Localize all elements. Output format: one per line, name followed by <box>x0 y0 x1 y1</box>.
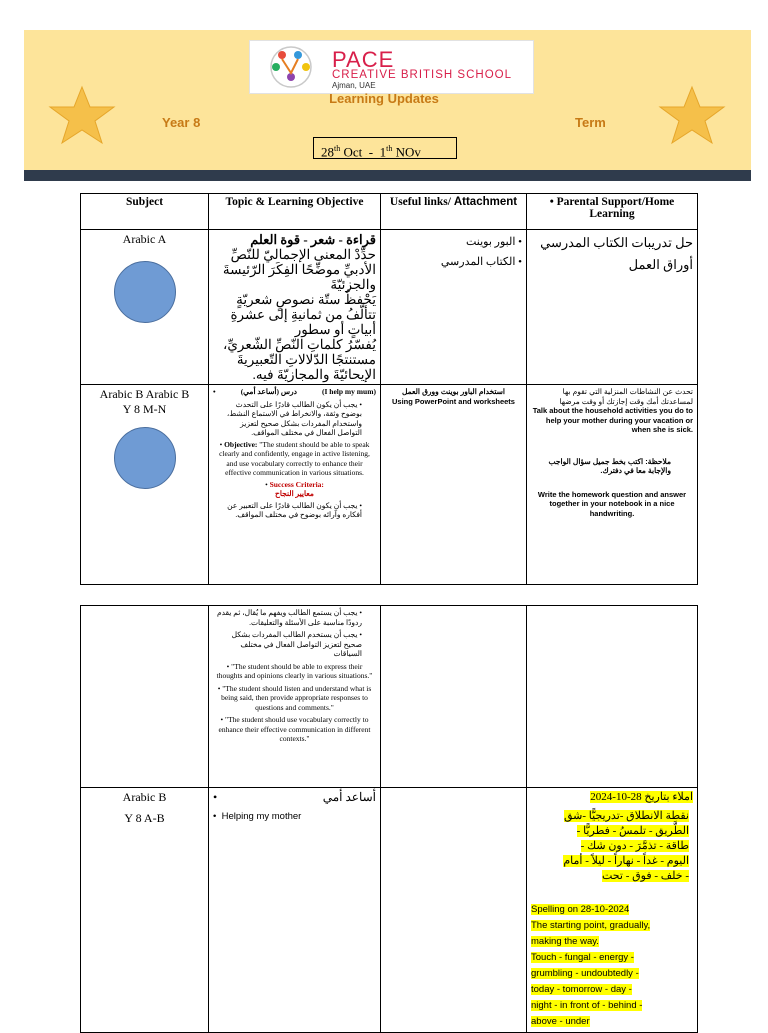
link-item-label: البور بوينت <box>465 236 516 248</box>
success-label: Success Criteria: <box>269 479 324 489</box>
parental-en-2: Write the homework question and answer together in your notebook in a nice handwriting. <box>537 489 687 518</box>
objective-item: • يجب أن يستخدم الطالب المفردات بشكل صحيح لتعزيز التواصل الفعال في مختلف السياقات <box>231 630 362 658</box>
links-cell <box>381 606 527 788</box>
objective-item: • "The student should use vocabulary correctly to enhance their effective communication in different contexts." <box>218 715 371 743</box>
objective-item-text: "The student should be able to express their thoughts and opinions clearly in various situations." <box>216 661 373 680</box>
subject-group: Y 8 M-N <box>122 402 167 416</box>
parental-en-1: Talk about the household activities you do to help your mother during your vacation or when she is sick. <box>532 406 693 434</box>
topic-cell <box>209 606 381 788</box>
table-row <box>81 606 698 788</box>
bullet-icon: • <box>549 196 557 208</box>
table-row <box>81 230 698 385</box>
spelling-title-en: Spelling on 28-10-2024 <box>531 904 630 915</box>
parental-cell <box>527 788 698 1033</box>
success-item: • يجب أن يكون الطالب قادرًا على التعبير عن أفكاره وآرائه بوضوح في مختلف المواقف. <box>227 500 362 519</box>
subject-cell <box>81 606 209 788</box>
topic-en-text: Helping my mother <box>221 811 302 822</box>
objective-item: • "The student should be able to express their thoughts and opinions clearly in various situations." <box>216 661 373 680</box>
lesson-en: (I help my mum) <box>322 387 376 396</box>
term-label: Term <box>575 115 606 130</box>
parental-line: حل تدريبات الكتاب المدرسي <box>540 235 693 250</box>
date-start-day: 28 <box>321 144 334 160</box>
date-end-day: 1 <box>379 144 387 160</box>
links-ar: استخدام الباور بوينت وورق العمل <box>402 387 505 396</box>
topic-title: قراءة - شعر - قوة العلم <box>250 232 376 247</box>
objective-ar-text: يجب أن يكون الطالب قادرًا على التحدث بوضوح وثقة، والانخراط في الاستماع النشط، واستخدام المفردات بشكل صحيح لتعزيز التواصل الفعال في مختلف المواقف. <box>226 399 362 437</box>
topic-cell <box>209 788 381 1033</box>
subject-name: Arabic B Arabic B <box>99 387 190 401</box>
lesson-ar: درس (أساعد أمي) <box>240 387 297 396</box>
learning-table-2 <box>80 605 698 1033</box>
success-label-ar: معايير النجاح <box>275 489 314 498</box>
bullet-icon: • <box>213 790 218 804</box>
objective-item-text: "The student should use vocabulary correctly to enhance their effective communication in different contexts." <box>218 715 371 743</box>
header-links <box>381 194 527 230</box>
objective-text: "The student should be able to speak clearly and confidently, engage in active listening, and use vocabulary correctly to enhance their effective communication in various situations. <box>219 439 370 477</box>
topic-line: حدِّدْ المعنى الإجماليّ للنّصِّ الأدبيِّ موضِّحًا الفِكَرَ الرّئيسةَ والجزئيّةَ <box>222 247 376 292</box>
parental-cell <box>527 606 698 788</box>
topic-cell <box>209 230 381 385</box>
subject-name: Arabic A <box>122 232 167 246</box>
link-item-label: الكتاب المدرسي <box>440 256 516 268</box>
spelling-title-ar: املاء بتاريخ 28-10-2024 <box>590 791 693 803</box>
spelling-word-line: The starting point, gradually, <box>531 920 651 931</box>
date-end-month: NOv <box>395 144 421 160</box>
parental-ar-2: ملاحظة: اكتب بخط جميل سؤال الواجب والإجابة معا في دفترك. <box>548 456 671 475</box>
topic-ar: أساعد أمي <box>322 790 376 804</box>
spelling-word-line: making the way. <box>531 936 599 947</box>
parental-ar-1: تحدث عن النشاطات المنزلية التي تقوم بها لمساعدتك أمك وقت إجازتك أو وقت مرضها <box>559 387 693 406</box>
table-row <box>81 385 698 585</box>
topic-en: • Helping my mother <box>213 811 302 822</box>
subject-group: Y 8 A-B <box>124 811 165 825</box>
table-header-row <box>81 194 698 230</box>
objective-item-text: يجب أن يستخدم الطالب المفردات بشكل صحيح لتعزيز التواصل الفعال في مختلف السياقات <box>231 630 362 658</box>
spelling-word-line: grumbling - undoubtedly - <box>531 968 639 979</box>
objective-item-text: يجب أن يستمع الطالب ويفهم ما يُقال، ثم يقدم ردودًا مناسبة على الأسئلة والتعليقات. <box>216 608 362 627</box>
date-start-month: Oct <box>343 144 363 160</box>
header-links-b: Attachment <box>453 196 518 208</box>
date-range-box <box>313 137 457 159</box>
circle-icon <box>114 261 176 323</box>
objective-label: Objective: <box>224 439 258 449</box>
spelling-word-line: above - under <box>531 1016 590 1027</box>
spelling-word-line: night - in front of - behind - <box>531 1000 643 1011</box>
topic-line: يَحْفظُ ستّة نصوصٍ شعريّةٍ تتألّفُ من ثمانيةِ إلى عشرةِ أبياتٍ أو سطور <box>230 292 376 337</box>
objective-en: • Objective: "The student should be able to speak clearly and confidently, engage in active listening, and use vocabulary correctly to enhance their effective communication in various situations. <box>219 439 370 477</box>
logo-location: Ajman, UAE <box>332 81 376 90</box>
header-links-a: Useful links/ <box>389 196 451 208</box>
subject-cell <box>81 385 209 585</box>
topic-cell <box>209 385 381 585</box>
learning-table-1 <box>80 193 698 585</box>
spelling-words-ar: نقطة الانطلاق -تدريجيًّا -شق الطَّريق - تلمسُ - فطريًّا - طاقة - تذمَّرَ - دون شك - اليوم - غداً - نهاراً - ليلاً - أمام - خلف - فوق - تحت <box>563 810 689 882</box>
spelling-word-line: Touch - fungal - energy - <box>531 952 634 963</box>
links-en: Using PowerPoint and worksheets <box>392 396 515 406</box>
header-topic: Topic & Learning Objective <box>209 194 381 230</box>
date-separator: - <box>368 144 374 160</box>
subject-cell <box>81 230 209 385</box>
date-end-sup: th <box>386 144 393 153</box>
link-item[interactable]: • البور بوينت <box>465 236 522 248</box>
year-label: Year 8 <box>162 115 201 130</box>
objective-item: • "The student should listen and understand what is being said, then provide appropriate responses to questions and comments." <box>217 683 372 712</box>
objective-item: • يجب أن يستمع الطالب ويفهم ما يُقال، ثم يقدم ردودًا مناسبة على الأسئلة والتعليقات. <box>216 608 362 627</box>
success-criteria: • Success Criteria: معايير النجاح <box>265 479 324 498</box>
parental-cell <box>527 385 698 585</box>
date-start-sup: th <box>334 144 341 153</box>
bullet-icon: • <box>213 387 216 396</box>
page-title: Learning Updates <box>329 91 439 106</box>
links-cell <box>381 230 527 385</box>
logo-mark-icon <box>254 43 328 91</box>
logo-name: PACE <box>332 47 395 72</box>
parental-cell <box>527 230 698 385</box>
topic-line: يُفسّرُ كلماتِ النّصِّ الشّعريِّ، مستنتجًا الدّلالاتِ التّعبيريةَ الإيحائيّةَ والمجازيّةَ فيه. <box>223 337 376 382</box>
spelling-word-line: today - tomorrow - day - <box>531 984 632 995</box>
header-divider-bar <box>24 170 751 181</box>
circle-icon <box>114 427 176 489</box>
success-item-text: يجب أن يكون الطالب قادرًا على التعبير عن أفكاره وآرائه بوضوح في مختلف المواقف. <box>227 500 362 519</box>
subject-cell <box>81 788 209 1033</box>
objective-item-text: "The student should listen and understand what is being said, then provide appropriate responses to questions and comments." <box>221 683 372 712</box>
logo-school-name: CREATIVE BRITISH SCHOOL <box>332 69 512 81</box>
school-logo <box>249 40 534 94</box>
subject-name: Arabic B <box>122 790 167 804</box>
table-row <box>81 788 698 1033</box>
header-subject: Subject <box>81 194 209 230</box>
links-cell <box>381 385 527 585</box>
link-item[interactable]: • الكتاب المدرسي <box>440 256 522 268</box>
objective-ar: • يجب أن يكون الطالب قادرًا على التحدث بوضوح وثقة، والانخراط في الاستماع النشط، واستخدام المفردات بشكل صحيح لتعزيز التواصل الفعال في مختلف المواقف. <box>226 399 362 437</box>
header-parental <box>527 194 698 230</box>
links-cell <box>381 788 527 1033</box>
parental-line: أوراق العمل <box>628 257 693 272</box>
header-parental-text: Parental Support/Home Learning <box>556 196 675 220</box>
